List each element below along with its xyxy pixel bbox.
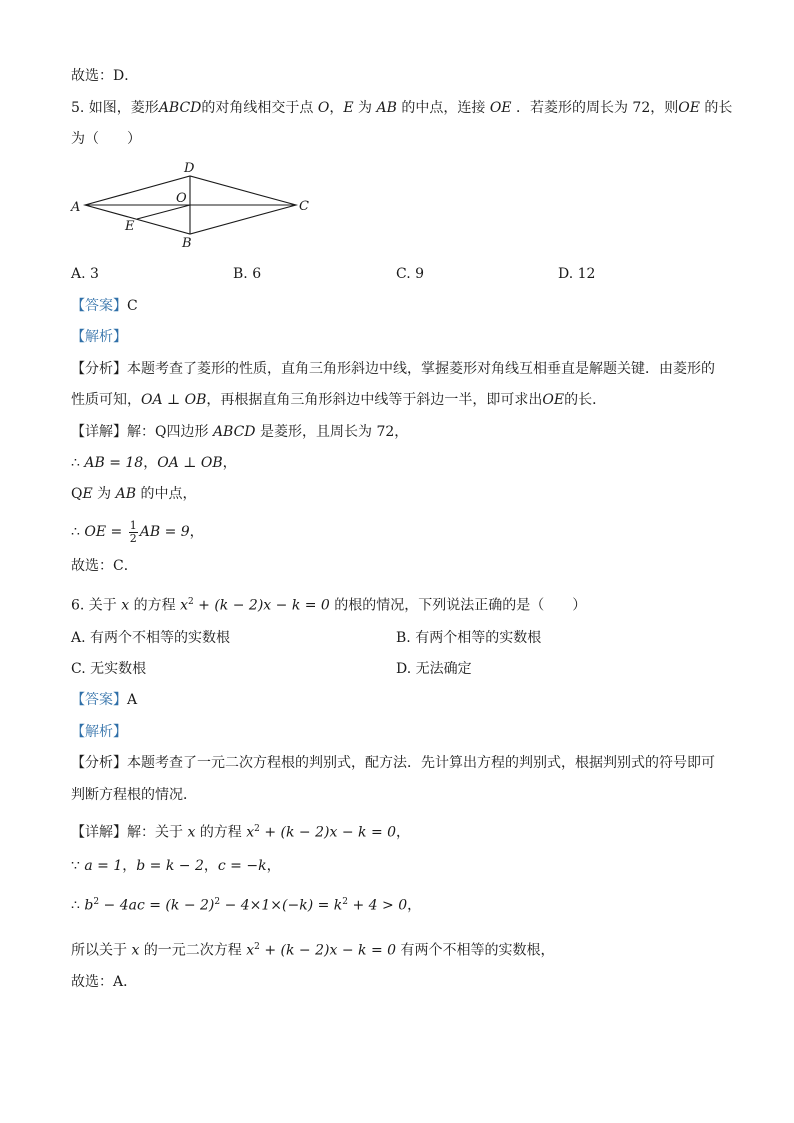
fraction-one-half	[129, 520, 138, 545]
q5-fenxi-text: 性质可知，	[71, 392, 141, 408]
q6-detail-line2	[71, 856, 281, 876]
q5-stem-line1	[71, 98, 732, 118]
q5-math: OA ⊥ OB	[141, 392, 207, 408]
q6-math: − 4ac = (k − 2)	[99, 897, 215, 914]
q6-detail-line1	[71, 819, 410, 843]
q6-math: − 4×1×(−k) = k	[220, 897, 343, 914]
q6-fenxi-text: 本题考查了一元二次方程根的判别式，配方法．先计算出方程的判别式，根据判别式的符号即可	[127, 755, 715, 771]
q5-answer-value: C	[127, 298, 138, 314]
fenxi-tag: 【分析】	[71, 361, 127, 377]
q6-stem-text: 的根的情况，下列说法正确的是（ ）	[334, 597, 587, 614]
q6-exponent: 2	[254, 942, 260, 952]
q6-math: x	[246, 942, 255, 959]
q6-detail-line3	[71, 892, 421, 916]
q5-point-e: E	[82, 486, 93, 502]
q5-comma: ，	[189, 524, 204, 540]
analysis-tag: 【解析】	[71, 329, 127, 345]
q5-stem-text: ．若菱形的周长为 72，则	[515, 100, 679, 116]
q5-answer	[71, 296, 138, 316]
q6-math: c = −k	[217, 858, 267, 874]
answer-tag: 【答案】	[71, 298, 127, 314]
q6-var-x: x	[187, 824, 196, 841]
q6-option-d: D. 无法确定	[396, 661, 472, 677]
q5-comma: ，	[329, 100, 344, 116]
q5-fenxi-text: ，再根据直角三角形斜边中线等于斜边一半，即可求出	[206, 392, 543, 408]
q6-math: b	[84, 897, 94, 914]
q5-ab: AB	[115, 486, 137, 502]
q6-option-a: A. 有两个不相等的实数根	[71, 630, 231, 646]
q5-stem-line2: 为（ ）	[71, 131, 141, 147]
therefore-symbol: ∴	[71, 897, 80, 914]
q5-detail-line1	[71, 422, 408, 442]
q6-detail-line4	[71, 937, 554, 961]
q6-detail-text: 的方程	[199, 824, 242, 841]
because-symbol: Q	[155, 424, 167, 440]
fraction-denominator: 2	[129, 531, 137, 545]
q5-option-b: B. 6	[233, 266, 262, 282]
q5-stem-text: 的对角线相交于点	[201, 100, 314, 116]
q6-comma: ，	[203, 858, 218, 874]
q6-math: + 4 > 0	[348, 897, 408, 914]
q6-option-b: B. 有两个相等的实数根	[396, 630, 542, 646]
q6-stem-text: 6. 关于	[71, 597, 117, 614]
fenxi-tag: 【分析】	[71, 755, 127, 771]
q6-fenxi-line1	[71, 753, 715, 773]
q6-answer	[71, 690, 137, 710]
q6-math: b = k − 2	[136, 858, 204, 874]
q6-exponent: 2	[93, 897, 100, 907]
q5-conclusion: 故选：C．	[71, 558, 138, 574]
q5-abcd: ABCD	[212, 424, 256, 440]
q5-fenxi-line2	[71, 390, 606, 410]
q6-math: x	[180, 597, 188, 614]
detail-tag: 【详解】	[71, 824, 127, 841]
fraction-numerator: 1	[129, 518, 137, 532]
q6-stem	[71, 592, 586, 616]
q6-detail-text: 的一元二次方程	[143, 942, 242, 959]
therefore-symbol: ∴	[71, 455, 80, 471]
q6-exponent: 2	[187, 597, 194, 607]
segment-oe	[137, 205, 190, 219]
q5-detail-text: 的中点，	[140, 486, 197, 502]
q6-conclusion: 故选：A．	[71, 974, 138, 990]
q5-point-e: E	[343, 100, 354, 116]
q6-math: a = 1	[84, 858, 123, 874]
q5-oe: OE	[542, 392, 565, 408]
q5-detail-line3	[71, 484, 196, 504]
q5-option-c: C. 9	[396, 266, 425, 282]
q5-stem-text: 的长	[704, 100, 733, 116]
q6-math: x	[246, 824, 255, 841]
because-symbol: Q	[71, 486, 83, 502]
q6-detail-text: 有两个不相等的实数根，	[400, 942, 555, 959]
q5-abcd: ABCD	[158, 100, 202, 116]
q5-stem-text: 为	[358, 100, 373, 116]
q6-exponent: 2	[342, 897, 349, 907]
q5-option-d: D. 12	[558, 266, 596, 282]
q6-math: + (k − 2)x − k = 0	[259, 824, 397, 841]
q5-comma: ，	[143, 455, 158, 471]
label-b: B	[182, 236, 192, 251]
q5-detail-text: 四边形	[166, 424, 209, 440]
q6-analysis-tag	[71, 722, 127, 742]
q5-detail-text: 是菱形，且周长为 72，	[260, 424, 409, 440]
detail-tag: 【详解】	[71, 424, 127, 440]
q5-fenxi-line1	[71, 359, 715, 379]
q5-ab: AB	[376, 100, 397, 116]
q5-detail-line4	[71, 515, 204, 549]
q6-comma: ，	[407, 897, 422, 914]
q5-analysis-tag	[71, 327, 127, 347]
q6-stem-text: 的方程	[133, 597, 176, 614]
because-symbol: ∵	[71, 858, 80, 874]
rhombus-figure	[66, 156, 326, 252]
label-a: A	[71, 200, 81, 215]
q6-comma: ，	[122, 858, 137, 874]
q6-option-c: C. 无实数根	[71, 661, 147, 677]
q6-exponent: 2	[214, 897, 221, 907]
q5-comma: ，	[222, 455, 237, 471]
q5-fenxi-text: 本题考查了菱形的性质，直角三角形斜边中线，掌握菱形对角线互相垂直是解题关键．由菱形的	[127, 361, 715, 377]
q6-detail-text: 解：关于	[127, 824, 183, 841]
therefore-symbol: ∴	[71, 524, 80, 540]
q5-detail-text: 解：	[127, 424, 155, 440]
label-c: C	[299, 199, 309, 214]
analysis-tag: 【解析】	[71, 724, 127, 740]
q5-stem-text: 的中点，连接	[401, 100, 486, 116]
q4-conclusion: 故选：D．	[71, 68, 139, 84]
q5-math: OE =	[84, 524, 123, 540]
q6-answer-value: A	[127, 692, 138, 708]
label-o: O	[176, 191, 187, 206]
q6-math: + (k − 2)x − k = 0	[193, 597, 330, 614]
q5-fenxi-text: 的长．	[564, 392, 607, 408]
q6-exponent: 2	[254, 824, 260, 834]
label-e: E	[125, 219, 135, 234]
q6-fenxi-line2: 判断方程根的情况．	[71, 787, 197, 803]
q5-math: AB = 9	[139, 524, 190, 540]
q5-stem-text: 5. 如图，菱形	[71, 100, 159, 116]
q6-detail-text: 所以关于	[71, 942, 127, 959]
q6-var-x: x	[131, 942, 140, 959]
q6-math: + (k − 2)x − k = 0	[259, 942, 397, 959]
q6-comma: ，	[396, 824, 411, 841]
q5-detail-line2	[71, 453, 237, 473]
q5-math: AB = 18	[84, 455, 144, 471]
q5-point-o: O	[317, 100, 330, 116]
q5-detail-text: 为	[97, 486, 112, 502]
q5-oe: OE	[489, 100, 512, 116]
answer-tag: 【答案】	[71, 692, 127, 708]
label-d: D	[184, 161, 195, 176]
q5-oe: OE	[678, 100, 700, 116]
q5-math: OA ⊥ OB	[157, 455, 223, 471]
q5-option-a: A. 3	[71, 266, 99, 282]
q6-comma: ，	[266, 858, 281, 874]
q6-var-x: x	[121, 597, 130, 614]
